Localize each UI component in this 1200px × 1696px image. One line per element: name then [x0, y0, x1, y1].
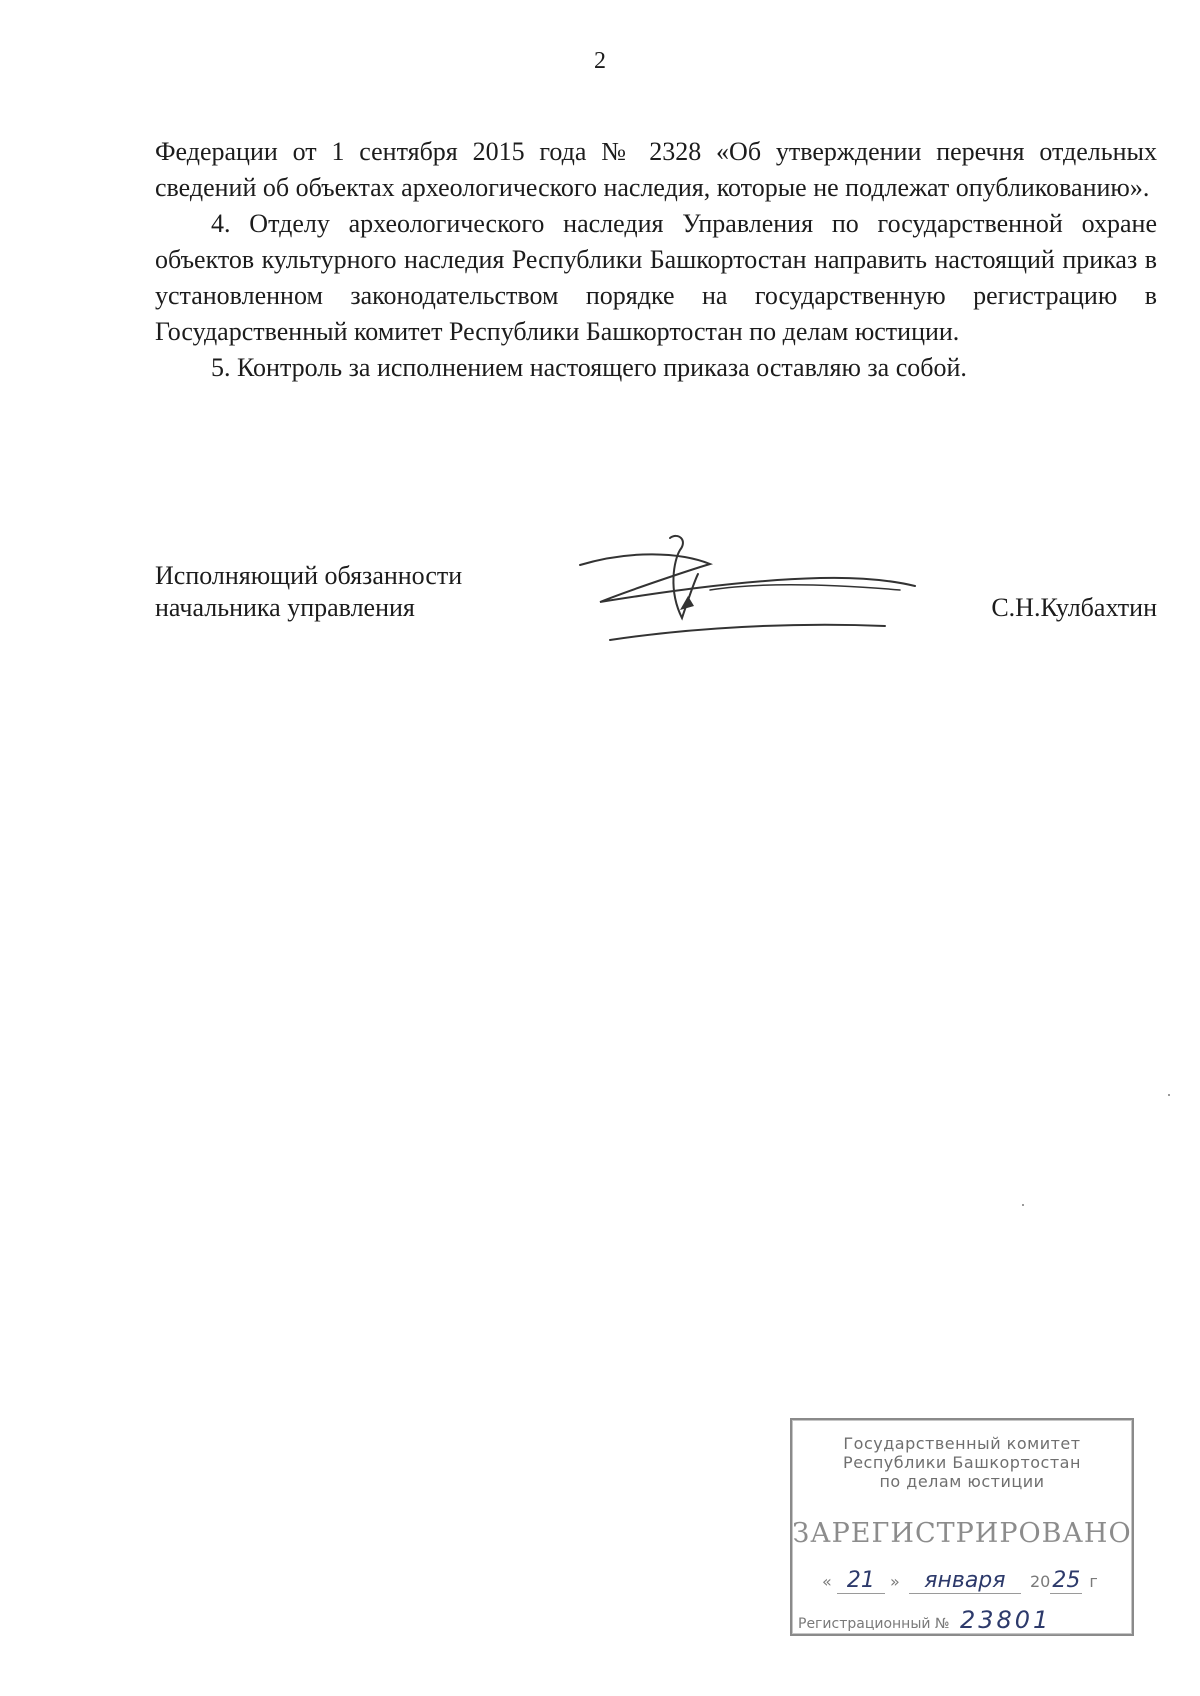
stamp-line-1: Государственный комитет [843, 1434, 1081, 1453]
signatory-position-line2: начальника управления [155, 593, 415, 622]
date-year-prefix: 20 [1029, 1572, 1051, 1591]
stamp-registration [798, 1606, 1070, 1635]
paragraph-item-4: 4. Отделу археологического наследия Управления по государственной охране объектов культурного наследия Республики Башкортостан направить настоящий приказ в установленном законодательством порядке на государственную регистрацию в Государственный комитет Республики Башкортостан по делам юстиции. [155, 209, 1157, 346]
reg-label: Регистрационный № [798, 1616, 950, 1632]
date-close-quote: » [889, 1572, 900, 1591]
stamp-line-2: Республики Башкортостан [843, 1453, 1081, 1472]
date-open-quote: « [822, 1572, 832, 1591]
date-year-unit: г [1089, 1572, 1098, 1591]
stamp-line-3: по делам юстиции [879, 1472, 1045, 1491]
registration-stamp [790, 1418, 1134, 1636]
scan-speck [1168, 1094, 1170, 1096]
stamp-date [822, 1568, 1098, 1594]
scan-speck [1022, 1204, 1024, 1206]
page-number: 2 [594, 48, 606, 74]
handwritten-signature [570, 530, 950, 650]
signatory-position-line1: Исполняющий обязанности [155, 561, 463, 590]
date-year-suffix: 25 [1052, 1568, 1081, 1593]
paragraph-item-5: 5. Контроль за исполнением настоящего приказа оставляю за собой. [211, 353, 967, 382]
stamp-title: ЗАРЕГИСТРИРОВАНО [792, 1518, 1132, 1549]
paragraph-continuation: Федерации от 1 сентября 2015 года № 2328 «Об утверждении перечня отдельных сведений об объектах археологического наследия, которые не подлежат опубликованию». [155, 137, 1157, 202]
date-month: января [909, 1568, 1021, 1594]
date-day: 21 [837, 1568, 885, 1594]
reg-number: 23801 [960, 1606, 1070, 1635]
document-body [155, 134, 1157, 386]
signatory-name: С.Н.Кулбахтин [991, 593, 1157, 622]
signatory-position [155, 560, 462, 624]
